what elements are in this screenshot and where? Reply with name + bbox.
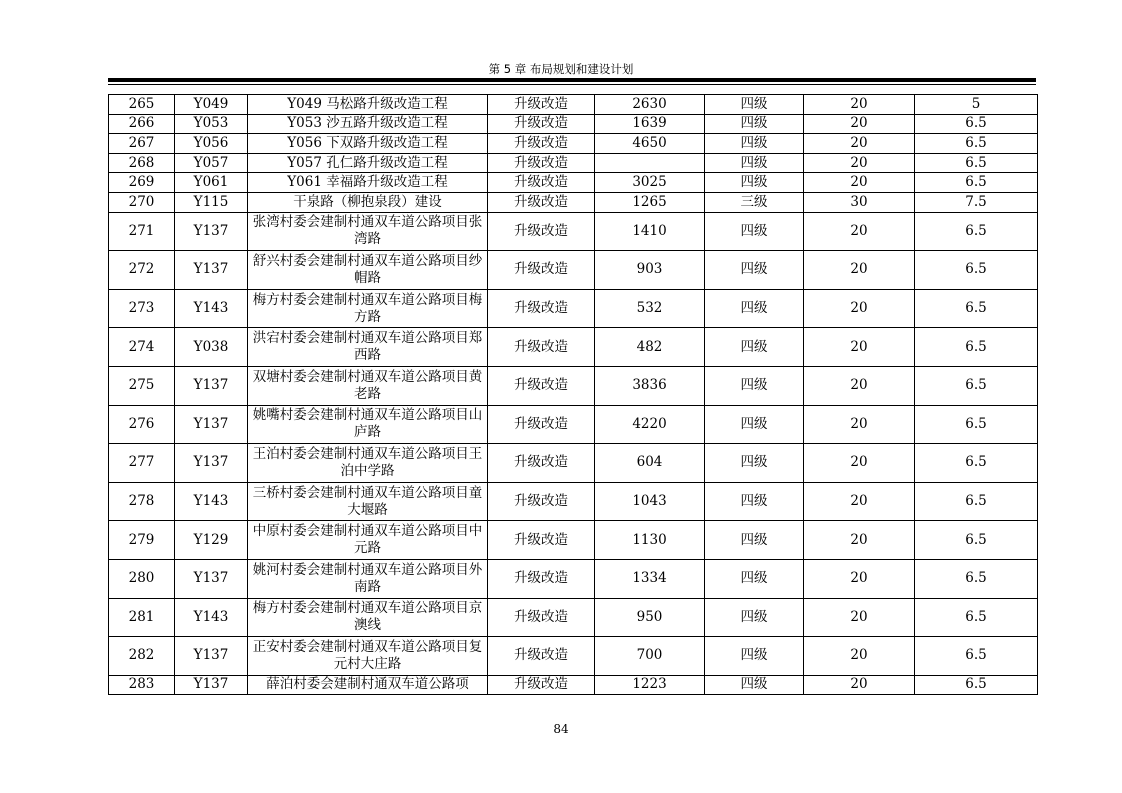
route-code-cell: Y053 bbox=[175, 114, 248, 134]
route-code-cell: Y137 bbox=[175, 559, 248, 598]
page-number: 84 bbox=[553, 722, 569, 736]
table-row bbox=[109, 289, 1038, 328]
route-code-cell: Y137 bbox=[175, 212, 248, 251]
grade-cell: 四级 bbox=[705, 637, 804, 676]
project-name-cell: 干泉路（柳抱泉段）建设 bbox=[248, 192, 488, 212]
row-number-cell: 274 bbox=[109, 328, 175, 367]
road-width-cell: 6.5 bbox=[915, 598, 1038, 637]
design-speed-cell: 20 bbox=[804, 328, 915, 367]
road-width-cell: 5 bbox=[915, 95, 1038, 115]
route-code-cell: Y137 bbox=[175, 405, 248, 444]
project-name-cell: 薛泊村委会建制村通双车道公路项 bbox=[248, 675, 488, 695]
length-cell: 604 bbox=[595, 444, 705, 483]
table-row bbox=[109, 153, 1038, 173]
row-number-cell: 272 bbox=[109, 251, 175, 290]
route-code-cell: Y137 bbox=[175, 444, 248, 483]
header-rule-thick bbox=[108, 78, 1036, 82]
row-number-cell: 271 bbox=[109, 212, 175, 251]
project-name-cell: Y056 下双路升级改造工程 bbox=[248, 134, 488, 154]
route-code-cell: Y056 bbox=[175, 134, 248, 154]
grade-cell: 四级 bbox=[705, 212, 804, 251]
header-rule-thin bbox=[108, 84, 1036, 85]
construction-type-cell: 升级改造 bbox=[488, 95, 595, 115]
construction-type-cell: 升级改造 bbox=[488, 328, 595, 367]
design-speed-cell: 20 bbox=[804, 173, 915, 193]
route-code-cell: Y049 bbox=[175, 95, 248, 115]
row-number-cell: 278 bbox=[109, 482, 175, 521]
construction-type-cell: 升级改造 bbox=[488, 289, 595, 328]
grade-cell: 四级 bbox=[705, 675, 804, 695]
road-width-cell: 6.5 bbox=[915, 444, 1038, 483]
road-width-cell: 6.5 bbox=[915, 637, 1038, 676]
grade-cell: 四级 bbox=[705, 405, 804, 444]
grade-cell: 四级 bbox=[705, 289, 804, 328]
road-width-cell: 6.5 bbox=[915, 482, 1038, 521]
road-width-cell: 6.5 bbox=[915, 114, 1038, 134]
route-code-cell: Y143 bbox=[175, 482, 248, 521]
construction-type-cell: 升级改造 bbox=[488, 134, 595, 154]
length-cell: 950 bbox=[595, 598, 705, 637]
table-row bbox=[109, 521, 1038, 560]
route-code-cell: Y129 bbox=[175, 521, 248, 560]
table-row bbox=[109, 328, 1038, 367]
design-speed-cell: 20 bbox=[804, 212, 915, 251]
project-name-cell: 姚嘴村委会建制村通双车道公路项目山庐路 bbox=[248, 405, 488, 444]
length-cell: 4650 bbox=[595, 134, 705, 154]
road-width-cell: 6.5 bbox=[915, 134, 1038, 154]
length-cell: 1223 bbox=[595, 675, 705, 695]
design-speed-cell: 20 bbox=[804, 405, 915, 444]
project-name-cell: Y057 孔仁路升级改造工程 bbox=[248, 153, 488, 173]
row-number-cell: 269 bbox=[109, 173, 175, 193]
design-speed-cell: 20 bbox=[804, 637, 915, 676]
construction-type-cell: 升级改造 bbox=[488, 366, 595, 405]
construction-type-cell: 升级改造 bbox=[488, 153, 595, 173]
length-cell: 1265 bbox=[595, 192, 705, 212]
length-cell: 482 bbox=[595, 328, 705, 367]
route-code-cell: Y115 bbox=[175, 192, 248, 212]
row-number-cell: 270 bbox=[109, 192, 175, 212]
route-code-cell: Y137 bbox=[175, 637, 248, 676]
length-cell: 2630 bbox=[595, 95, 705, 115]
project-name-cell: Y061 幸福路升级改造工程 bbox=[248, 173, 488, 193]
construction-type-cell: 升级改造 bbox=[488, 521, 595, 560]
project-name-cell: 洪宕村委会建制村通双车道公路项目郑西路 bbox=[248, 328, 488, 367]
table-row bbox=[109, 675, 1038, 695]
road-width-cell: 7.5 bbox=[915, 192, 1038, 212]
grade-cell: 四级 bbox=[705, 95, 804, 115]
project-name-cell: 王泊村委会建制村通双车道公路项目王泊中学路 bbox=[248, 444, 488, 483]
road-width-cell: 6.5 bbox=[915, 405, 1038, 444]
grade-cell: 四级 bbox=[705, 444, 804, 483]
project-name-cell: 中原村委会建制村通双车道公路项目中元路 bbox=[248, 521, 488, 560]
row-number-cell: 279 bbox=[109, 521, 175, 560]
road-width-cell: 6.5 bbox=[915, 328, 1038, 367]
row-number-cell: 268 bbox=[109, 153, 175, 173]
table-row bbox=[109, 637, 1038, 676]
design-speed-cell: 20 bbox=[804, 675, 915, 695]
construction-type-cell: 升级改造 bbox=[488, 192, 595, 212]
design-speed-cell: 20 bbox=[804, 114, 915, 134]
row-number-cell: 265 bbox=[109, 95, 175, 115]
grade-cell: 四级 bbox=[705, 134, 804, 154]
construction-type-cell: 升级改造 bbox=[488, 559, 595, 598]
length-cell: 1410 bbox=[595, 212, 705, 251]
row-number-cell: 283 bbox=[109, 675, 175, 695]
construction-type-cell: 升级改造 bbox=[488, 212, 595, 251]
row-number-cell: 281 bbox=[109, 598, 175, 637]
row-number-cell: 280 bbox=[109, 559, 175, 598]
project-name-cell: 张湾村委会建制村通双车道公路项目张湾路 bbox=[248, 212, 488, 251]
table-row bbox=[109, 173, 1038, 193]
table-row bbox=[109, 366, 1038, 405]
design-speed-cell: 20 bbox=[804, 134, 915, 154]
row-number-cell: 276 bbox=[109, 405, 175, 444]
design-speed-cell: 30 bbox=[804, 192, 915, 212]
route-code-cell: Y143 bbox=[175, 289, 248, 328]
project-name-cell: Y053 沙五路升级改造工程 bbox=[248, 114, 488, 134]
grade-cell: 四级 bbox=[705, 366, 804, 405]
length-cell: 532 bbox=[595, 289, 705, 328]
length-cell: 3836 bbox=[595, 366, 705, 405]
table-row bbox=[109, 482, 1038, 521]
project-table bbox=[108, 94, 1038, 695]
table-row bbox=[109, 559, 1038, 598]
project-name-cell: 舒兴村委会建制村通双车道公路项目纱帽路 bbox=[248, 251, 488, 290]
length-cell: 1130 bbox=[595, 521, 705, 560]
design-speed-cell: 20 bbox=[804, 366, 915, 405]
project-name-cell: 姚河村委会建制村通双车道公路项目外南路 bbox=[248, 559, 488, 598]
construction-type-cell: 升级改造 bbox=[488, 114, 595, 134]
route-code-cell: Y061 bbox=[175, 173, 248, 193]
construction-type-cell: 升级改造 bbox=[488, 251, 595, 290]
route-code-cell: Y137 bbox=[175, 251, 248, 290]
road-width-cell: 6.5 bbox=[915, 212, 1038, 251]
grade-cell: 四级 bbox=[705, 559, 804, 598]
row-number-cell: 275 bbox=[109, 366, 175, 405]
length-cell: 700 bbox=[595, 637, 705, 676]
length-cell: 4220 bbox=[595, 405, 705, 444]
route-code-cell: Y137 bbox=[175, 366, 248, 405]
row-number-cell: 282 bbox=[109, 637, 175, 676]
row-number-cell: 267 bbox=[109, 134, 175, 154]
row-number-cell: 266 bbox=[109, 114, 175, 134]
construction-type-cell: 升级改造 bbox=[488, 675, 595, 695]
route-code-cell: Y038 bbox=[175, 328, 248, 367]
table-row bbox=[109, 114, 1038, 134]
route-code-cell: Y137 bbox=[175, 675, 248, 695]
table-row bbox=[109, 212, 1038, 251]
design-speed-cell: 20 bbox=[804, 482, 915, 521]
design-speed-cell: 20 bbox=[804, 153, 915, 173]
construction-type-cell: 升级改造 bbox=[488, 482, 595, 521]
page-header-chapter-title: 第 5 章 布局规划和建设计划 bbox=[488, 62, 634, 76]
grade-cell: 四级 bbox=[705, 328, 804, 367]
construction-type-cell: 升级改造 bbox=[488, 637, 595, 676]
construction-type-cell: 升级改造 bbox=[488, 405, 595, 444]
road-width-cell: 6.5 bbox=[915, 675, 1038, 695]
table-row bbox=[109, 598, 1038, 637]
design-speed-cell: 20 bbox=[804, 444, 915, 483]
project-name-cell: Y049 马松路升级改造工程 bbox=[248, 95, 488, 115]
road-width-cell: 6.5 bbox=[915, 153, 1038, 173]
design-speed-cell: 20 bbox=[804, 251, 915, 290]
row-number-cell: 277 bbox=[109, 444, 175, 483]
table-row bbox=[109, 95, 1038, 115]
design-speed-cell: 20 bbox=[804, 289, 915, 328]
design-speed-cell: 20 bbox=[804, 598, 915, 637]
design-speed-cell: 20 bbox=[804, 559, 915, 598]
grade-cell: 四级 bbox=[705, 114, 804, 134]
design-speed-cell: 20 bbox=[804, 95, 915, 115]
table-row bbox=[109, 251, 1038, 290]
road-width-cell: 6.5 bbox=[915, 251, 1038, 290]
road-width-cell: 6.5 bbox=[915, 289, 1038, 328]
construction-type-cell: 升级改造 bbox=[488, 444, 595, 483]
table-row bbox=[109, 192, 1038, 212]
road-width-cell: 6.5 bbox=[915, 366, 1038, 405]
project-name-cell: 梅方村委会建制村通双车道公路项目京澳线 bbox=[248, 598, 488, 637]
table-row bbox=[109, 134, 1038, 154]
project-name-cell: 梅方村委会建制村通双车道公路项目梅方路 bbox=[248, 289, 488, 328]
length-cell bbox=[595, 153, 705, 173]
grade-cell: 四级 bbox=[705, 251, 804, 290]
grade-cell: 四级 bbox=[705, 153, 804, 173]
length-cell: 3025 bbox=[595, 173, 705, 193]
project-name-cell: 双塘村委会建制村通双车道公路项目黄老路 bbox=[248, 366, 488, 405]
grade-cell: 四级 bbox=[705, 482, 804, 521]
construction-type-cell: 升级改造 bbox=[488, 173, 595, 193]
length-cell: 1639 bbox=[595, 114, 705, 134]
grade-cell: 四级 bbox=[705, 173, 804, 193]
table-row bbox=[109, 444, 1038, 483]
table-row bbox=[109, 405, 1038, 444]
road-width-cell: 6.5 bbox=[915, 521, 1038, 560]
route-code-cell: Y057 bbox=[175, 153, 248, 173]
route-code-cell: Y143 bbox=[175, 598, 248, 637]
construction-type-cell: 升级改造 bbox=[488, 598, 595, 637]
grade-cell: 四级 bbox=[705, 521, 804, 560]
grade-cell: 四级 bbox=[705, 598, 804, 637]
project-name-cell: 三桥村委会建制村通双车道公路项目童大堰路 bbox=[248, 482, 488, 521]
design-speed-cell: 20 bbox=[804, 521, 915, 560]
project-name-cell: 正安村委会建制村通双车道公路项目复元村大庄路 bbox=[248, 637, 488, 676]
length-cell: 1043 bbox=[595, 482, 705, 521]
row-number-cell: 273 bbox=[109, 289, 175, 328]
road-width-cell: 6.5 bbox=[915, 173, 1038, 193]
project-table-body bbox=[109, 95, 1038, 695]
length-cell: 1334 bbox=[595, 559, 705, 598]
road-width-cell: 6.5 bbox=[915, 559, 1038, 598]
grade-cell: 三级 bbox=[705, 192, 804, 212]
length-cell: 903 bbox=[595, 251, 705, 290]
